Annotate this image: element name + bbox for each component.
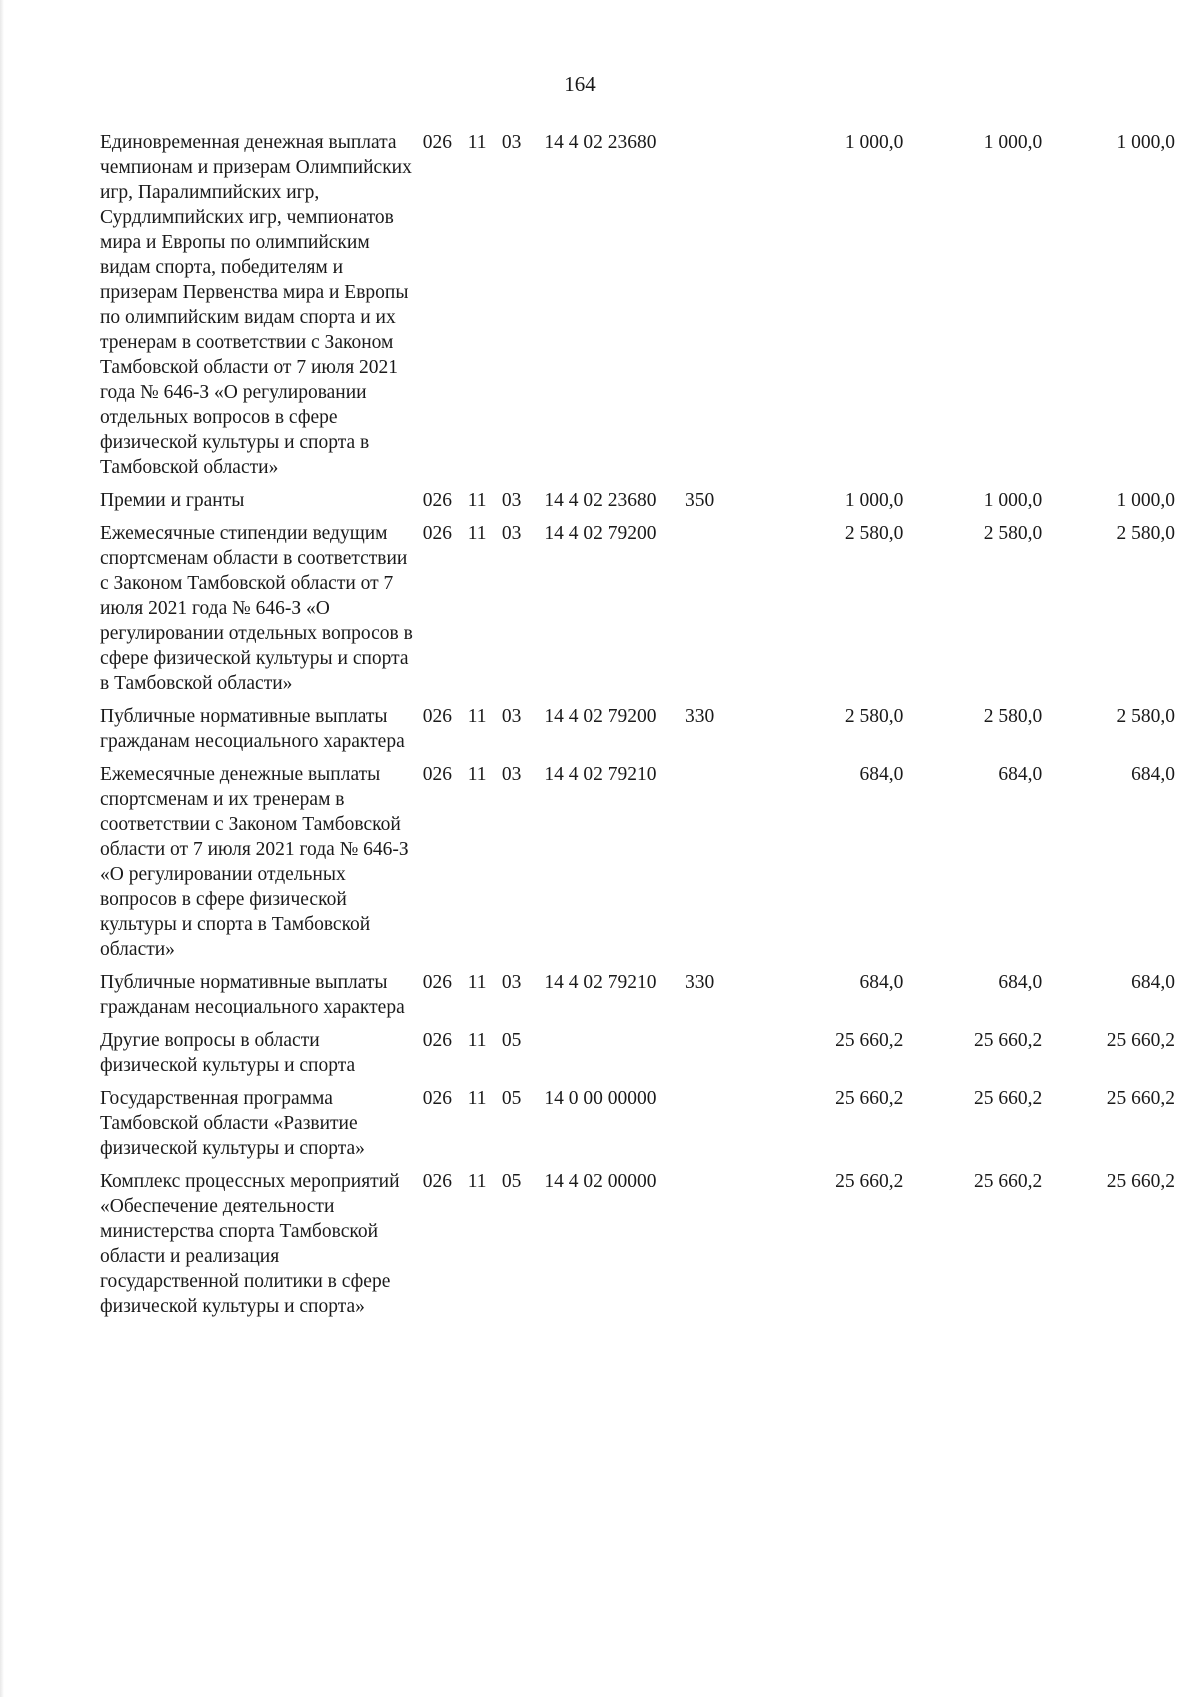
row-expense-type: 330 bbox=[684, 972, 715, 993]
table-row bbox=[100, 1086, 1175, 1169]
row-gr-code: 026 bbox=[422, 132, 453, 153]
row-amount-year1: 2 580,0 bbox=[844, 706, 904, 727]
row-subsection-code: 03 bbox=[501, 764, 522, 785]
row-amount-year1: 684,0 bbox=[859, 972, 904, 993]
row-name: Единовременная денежная выплата чемпионам и призерам Олимпийских игр, Паралимпийских игр, Сурдлимпийских игр, чемпионатов мира и Европы по олимпийским видам спорта, победителям и призерам Первенства мира и Европы по олимпийским видам спорта и их тренерам в соответствии с Законом Тамбовской области от 7 июля 2021 года № 646-З «О регулировании отдельных вопросов в сфере физической культуры и спорта в Тамбовской области» bbox=[100, 132, 412, 478]
table-row bbox=[100, 1028, 1175, 1086]
row-section-code: 11 bbox=[467, 132, 487, 153]
row-section-code: 11 bbox=[467, 490, 487, 511]
row-section-code: 11 bbox=[467, 972, 487, 993]
row-name: Ежемесячные денежные выплаты спортсменам и их тренерам в соответствии с Законом Тамбовской области от 7 июля 2021 года № 646-З «О регулировании отдельных вопросов в сфере физической культуры и спорта в Тамбовской области» bbox=[100, 764, 409, 960]
row-amount-year3: 1 000,0 bbox=[1116, 132, 1175, 153]
row-amount-year1: 25 660,2 bbox=[835, 1171, 904, 1192]
page-number: 164 bbox=[564, 72, 596, 96]
row-amount-year2: 25 660,2 bbox=[974, 1030, 1043, 1051]
table-row bbox=[100, 488, 1175, 521]
budget-table-body bbox=[100, 130, 1175, 1327]
row-subsection-code: 03 bbox=[501, 706, 522, 727]
row-section-code: 11 bbox=[467, 1088, 487, 1109]
table-row bbox=[100, 704, 1175, 762]
row-gr-code: 026 bbox=[422, 706, 453, 727]
row-section-code: 11 bbox=[467, 706, 487, 727]
row-expense-type bbox=[685, 762, 733, 970]
row-amount-year3: 2 580,0 bbox=[1116, 523, 1175, 544]
row-name: Публичные нормативные выплаты гражданам несоциального характера bbox=[100, 972, 405, 1018]
row-name: Ежемесячные стипендии ведущим спортсменам области в соответствии с Законом Тамбовской области от 7 июля 2021 года № 646-З «О регулировании отдельных вопросов в сфере физической культуры и спорта в Тамбовской области» bbox=[100, 523, 413, 694]
row-target-article: 14 4 02 79200 bbox=[544, 706, 657, 727]
row-subsection-code: 05 bbox=[501, 1030, 522, 1051]
scan-edge bbox=[0, 0, 4, 1697]
row-amount-year1: 25 660,2 bbox=[835, 1030, 904, 1051]
row-amount-year3: 1 000,0 bbox=[1116, 490, 1175, 511]
row-amount-year2: 2 580,0 bbox=[983, 523, 1043, 544]
row-amount-year2: 684,0 bbox=[998, 764, 1043, 785]
row-amount-year1: 1 000,0 bbox=[844, 132, 904, 153]
row-amount-year3: 25 660,2 bbox=[1106, 1088, 1175, 1109]
row-section-code: 11 bbox=[467, 523, 487, 544]
row-amount-year2: 684,0 bbox=[998, 972, 1043, 993]
row-gr-code: 026 bbox=[422, 490, 453, 511]
row-amount-year1: 25 660,2 bbox=[835, 1088, 904, 1109]
row-subsection-code: 03 bbox=[501, 523, 522, 544]
row-target-article: 14 4 02 79210 bbox=[544, 764, 657, 785]
row-amount-year1: 1 000,0 bbox=[844, 490, 904, 511]
row-gr-code: 026 bbox=[422, 523, 453, 544]
table-row bbox=[100, 970, 1175, 1028]
row-gr-code: 026 bbox=[422, 764, 453, 785]
row-subsection-code: 03 bbox=[501, 490, 522, 511]
row-amount-year2: 1 000,0 bbox=[983, 132, 1043, 153]
row-expense-type bbox=[685, 1169, 733, 1327]
row-subsection-code: 03 bbox=[501, 972, 522, 993]
table-row bbox=[100, 1169, 1175, 1327]
row-name: Комплекс процессных мероприятий «Обеспечение деятельности министерства спорта Тамбовской области и реализация государственной политики в сфере физической культуры и спорта» bbox=[100, 1171, 400, 1317]
row-amount-year1: 2 580,0 bbox=[844, 523, 904, 544]
row-expense-type bbox=[685, 521, 733, 704]
row-amount-year3: 2 580,0 bbox=[1116, 706, 1175, 727]
row-name: Другие вопросы в области физической культуры и спорта bbox=[100, 1030, 356, 1076]
row-amount-year3: 25 660,2 bbox=[1106, 1171, 1175, 1192]
row-section-code: 11 bbox=[467, 1030, 487, 1051]
row-target-article: 14 4 02 23680 bbox=[544, 132, 657, 153]
row-amount-year3: 684,0 bbox=[1131, 764, 1175, 785]
row-expense-type: 350 bbox=[684, 490, 715, 511]
row-section-code: 11 bbox=[467, 764, 487, 785]
row-section-code: 11 bbox=[467, 1171, 487, 1192]
row-name: Государственная программа Тамбовской области «Развитие физической культуры и спорта» bbox=[100, 1088, 365, 1159]
row-amount-year3: 25 660,2 bbox=[1106, 1030, 1175, 1051]
row-gr-code: 026 bbox=[422, 1088, 453, 1109]
row-amount-year1: 684,0 bbox=[859, 764, 904, 785]
row-expense-type bbox=[685, 1086, 733, 1169]
row-expense-type bbox=[685, 130, 733, 488]
row-subsection-code: 03 bbox=[501, 132, 522, 153]
row-name: Премии и гранты bbox=[100, 490, 245, 511]
row-expense-type bbox=[685, 1028, 733, 1086]
row-amount-year2: 25 660,2 bbox=[974, 1088, 1043, 1109]
row-amount-year2: 1 000,0 bbox=[983, 490, 1043, 511]
row-amount-year2: 25 660,2 bbox=[974, 1171, 1043, 1192]
row-target-article: 14 0 00 00000 bbox=[544, 1088, 657, 1109]
row-amount-year2: 2 580,0 bbox=[983, 706, 1043, 727]
row-target-article bbox=[530, 1028, 685, 1086]
row-name: Публичные нормативные выплаты гражданам несоциального характера bbox=[100, 706, 405, 752]
table-row bbox=[100, 762, 1175, 970]
row-amount-year3: 684,0 bbox=[1131, 972, 1175, 993]
row-gr-code: 026 bbox=[422, 1171, 453, 1192]
row-subsection-code: 05 bbox=[501, 1171, 522, 1192]
table-row bbox=[100, 130, 1175, 488]
budget-table bbox=[100, 130, 1175, 1327]
row-target-article: 14 4 02 00000 bbox=[544, 1171, 657, 1192]
row-subsection-code: 05 bbox=[501, 1088, 522, 1109]
row-target-article: 14 4 02 23680 bbox=[544, 490, 657, 511]
row-gr-code: 026 bbox=[422, 1030, 453, 1051]
row-expense-type: 330 bbox=[684, 706, 715, 727]
table-row bbox=[100, 521, 1175, 704]
row-gr-code: 026 bbox=[422, 972, 453, 993]
row-target-article: 14 4 02 79200 bbox=[544, 523, 657, 544]
row-target-article: 14 4 02 79210 bbox=[544, 972, 657, 993]
